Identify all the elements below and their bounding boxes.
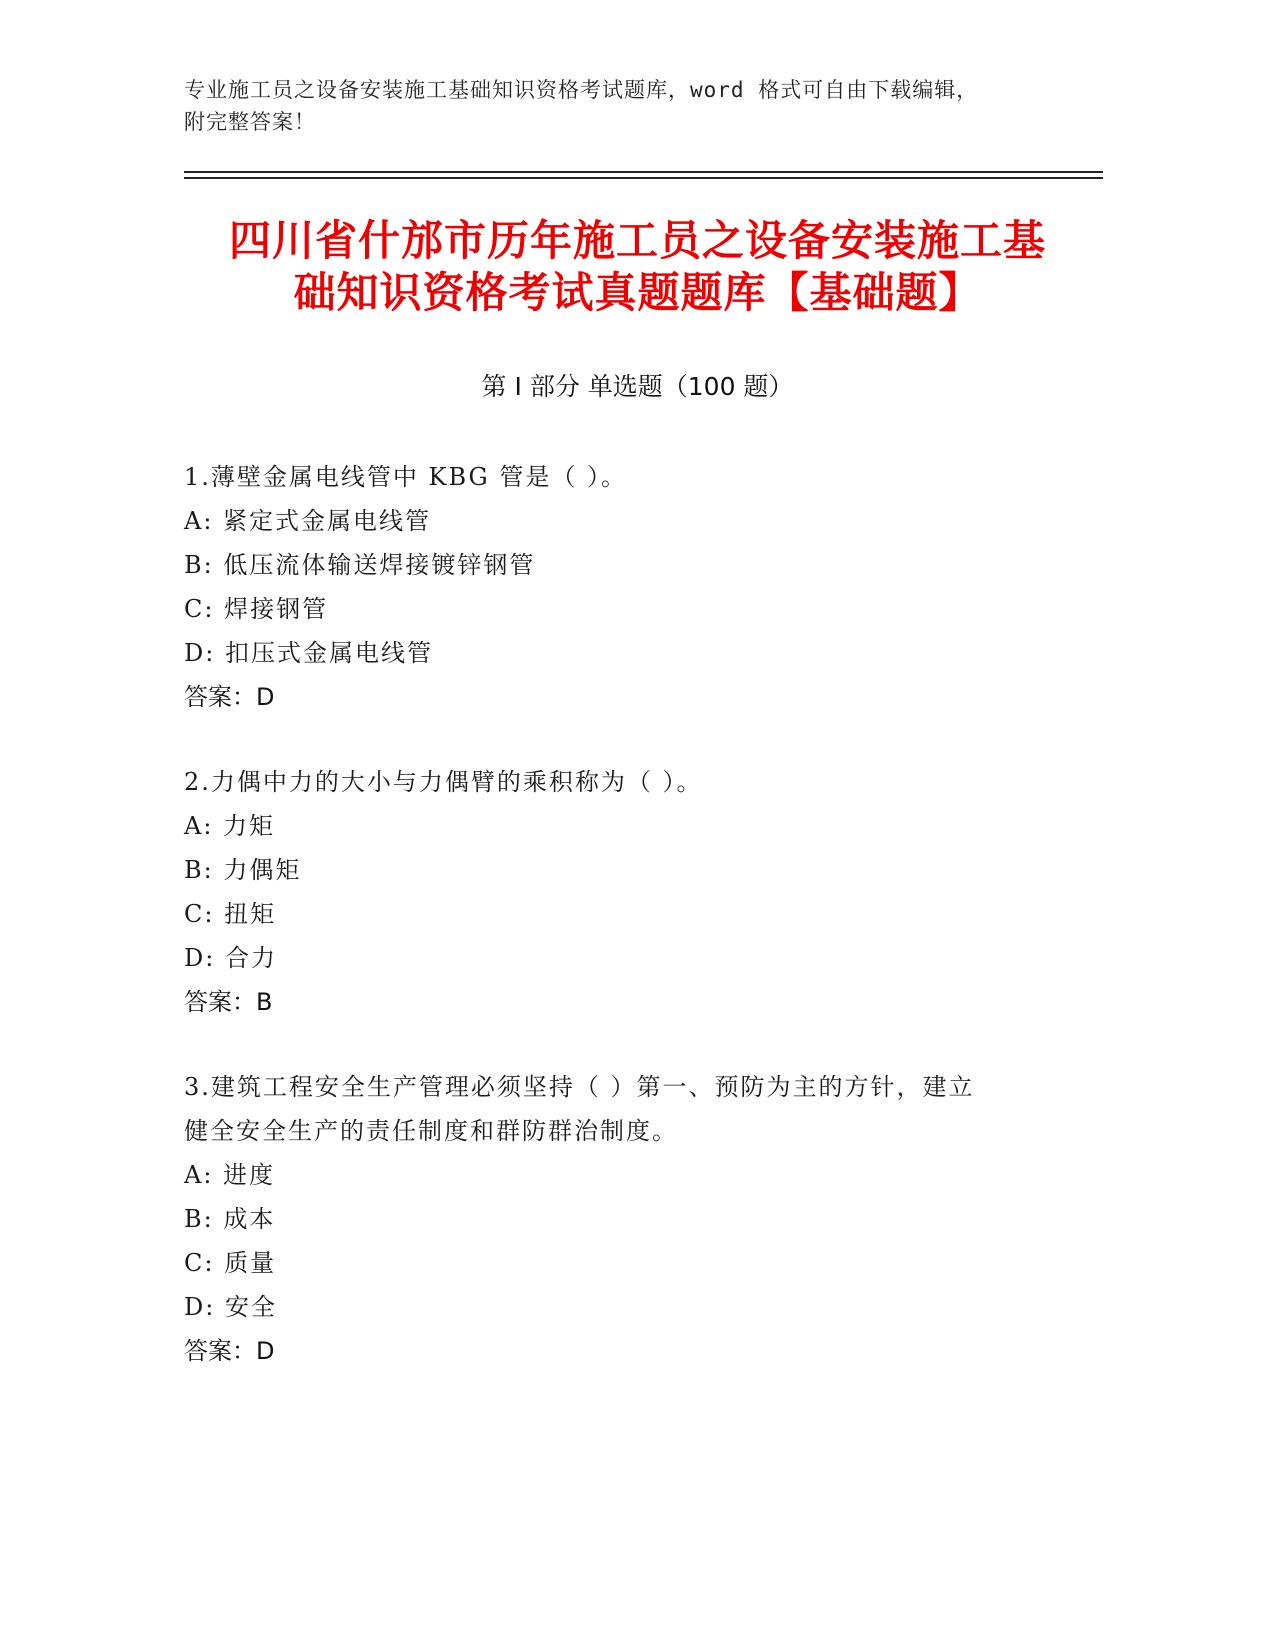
option-d: D: 合力 xyxy=(184,944,277,972)
option-c: C: 质量 xyxy=(184,1249,277,1277)
option-b: B: 成本 xyxy=(184,1205,276,1233)
option-a: A: 力矩 xyxy=(184,812,276,840)
answer: 答案：D xyxy=(184,683,275,711)
question-text: 2.力偶中力的大小与力偶臂的乘积称为（ ）。 xyxy=(184,768,703,796)
header-divider-bottom xyxy=(184,177,1103,179)
header-note-line-1: 专业施工员之设备安装施工基础知识资格考试题库，word 格式可自由下载编辑， xyxy=(184,78,979,102)
option-a: A: 紧定式金属电线管 xyxy=(184,507,432,535)
section-heading: 第 I 部分 单选题（100 题） xyxy=(481,372,794,401)
question-list xyxy=(184,455,1044,1414)
question-text: 1.薄壁金属电线管中 KBG 管是（ ）。 xyxy=(184,463,627,491)
option-b: B: 力偶矩 xyxy=(184,856,302,884)
option-d: D: 扣压式金属电线管 xyxy=(184,639,433,667)
option-a: A: 进度 xyxy=(184,1161,276,1189)
option-b: B: 低压流体输送焊接镀锌钢管 xyxy=(184,551,536,579)
question-1 xyxy=(184,455,1044,719)
document-title-line-1: 四川省什邡市历年施工员之设备安装施工基 xyxy=(228,216,1046,265)
header-note-line-2: 附完整答案！ xyxy=(184,110,316,134)
question-3 xyxy=(184,1065,1044,1373)
answer: 答案：D xyxy=(184,1337,275,1365)
question-text-line-2: 健全安全生产的责任制度和群防群治制度。 xyxy=(184,1117,678,1145)
header-note xyxy=(184,74,1084,138)
answer: 答案：B xyxy=(184,988,273,1016)
option-d: D: 安全 xyxy=(184,1293,277,1321)
option-c: C: 扭矩 xyxy=(184,900,277,928)
option-c: C: 焊接钢管 xyxy=(184,595,329,623)
document-title xyxy=(150,215,1125,319)
document-title-line-2: 础知识资格考试真题题库【基础题】 xyxy=(293,268,982,317)
header-divider-top xyxy=(184,171,1103,173)
question-2 xyxy=(184,760,1044,1024)
question-text-line-1: 3.建筑工程安全生产管理必须坚持（ ）第一、预防为主的方针，建立 xyxy=(184,1073,975,1101)
